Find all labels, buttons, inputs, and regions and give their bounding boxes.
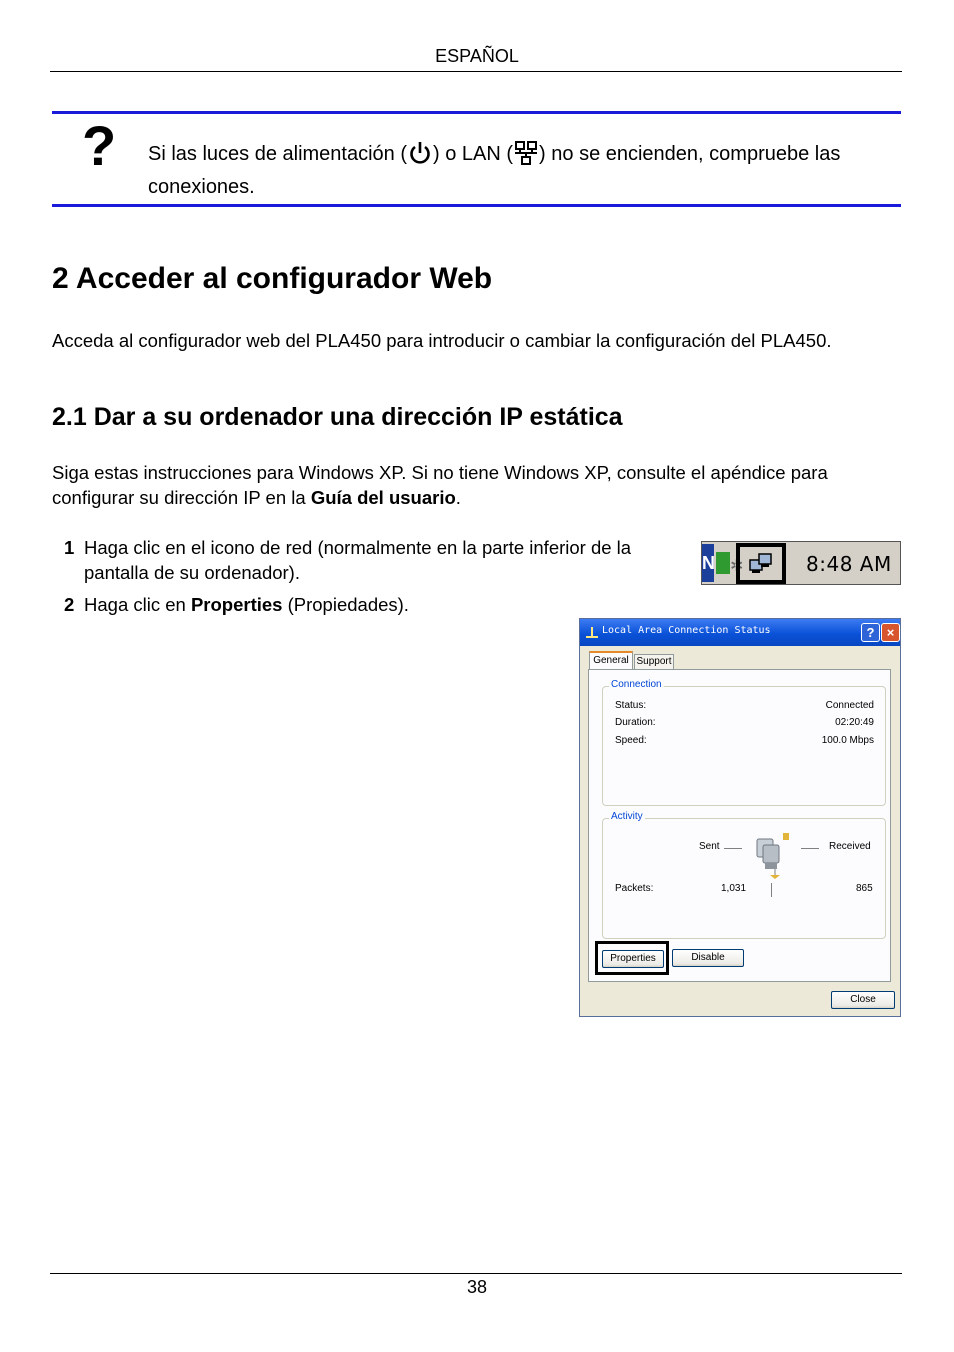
sent-dash [724, 848, 742, 849]
duration-label: Duration: [615, 717, 656, 728]
disable-button[interactable]: Disable [672, 949, 744, 967]
step-number: 1 [64, 537, 75, 558]
section-title: 2 Acceder al configurador Web [52, 262, 493, 295]
section-intro: Acceda al configurador web del PLA450 para introducir o cambiar la configuración del PLA450. [52, 330, 832, 351]
packets-sent-value: 1,031 [721, 883, 747, 894]
properties-highlight [595, 941, 669, 975]
packets-received-value: 865 [856, 883, 873, 894]
activity-legend: Activity [611, 811, 643, 822]
step-text-pre: Haga clic en [84, 594, 191, 615]
lan-icon [513, 140, 539, 174]
computers-icon [753, 833, 793, 884]
received-dash [801, 848, 819, 849]
help-button[interactable]: ? [861, 623, 880, 642]
connection-status-dialog [579, 618, 901, 1017]
tab-panel [588, 669, 891, 982]
note-text-part2: ) o LAN ( [433, 143, 514, 165]
network-icon-highlight [736, 543, 786, 584]
page-number: 38 [466, 1277, 488, 1297]
user-guide-ref: Guía del usuario [310, 487, 456, 508]
subsection-intro-text: Siga estas instrucciones para Windows XP. Si no tiene Windows XP, consulte el apéndice para configurar su dirección IP en la [52, 462, 828, 508]
packets-label: Packets: [615, 883, 654, 894]
header-rule [50, 71, 902, 72]
sent-label: Sent [699, 841, 720, 852]
activity-group [602, 811, 886, 939]
footer-rule [50, 1273, 902, 1274]
power-icon [407, 140, 433, 174]
note-text-part3: ) no se encienden, compruebe las conexiones. [148, 143, 841, 198]
note-text-part1: Si las luces de alimentación ( [148, 143, 408, 165]
dialog-title: Local Area Connection Status [602, 625, 771, 636]
step-text [84, 592, 409, 617]
header-language: ESPAÑOL [435, 46, 519, 66]
speed-label: Speed: [615, 735, 647, 746]
connection-group [602, 679, 886, 806]
tray-gear-icon: ✲ [730, 558, 744, 575]
taskbar-clock: 8:48 AM [806, 552, 892, 576]
subsection-title: 2.1 Dar a su ordenador una dirección IP estática [52, 403, 623, 431]
taskbar-screenshot [701, 541, 901, 585]
speed-value: 100.0 Mbps [821, 735, 874, 746]
close-button[interactable]: Close [831, 991, 895, 1009]
properties-button[interactable]: Properties [602, 950, 664, 968]
tab-support[interactable]: Support [634, 654, 674, 670]
status-value: Connected [825, 700, 874, 711]
status-label: Status: [615, 700, 647, 711]
subsection-intro-end: . [455, 487, 461, 508]
step-number: 2 [64, 594, 75, 615]
step-text-post: (Propiedades). [282, 594, 409, 615]
dialog-titlebar [580, 619, 900, 646]
packets-divider [771, 883, 772, 897]
note-box [52, 111, 901, 207]
network-title-icon [585, 626, 599, 644]
question-mark-icon: ? [82, 114, 117, 177]
received-label: Received [829, 841, 871, 852]
note-text [148, 140, 898, 201]
step-text: Haga clic en el icono de red (normalmente en la parte inferior de la pantalla de su ordenador). [84, 537, 632, 583]
connection-legend: Connection [611, 679, 662, 690]
close-x-button[interactable]: × [881, 623, 900, 642]
tab-general[interactable]: General [589, 651, 633, 670]
subsection-intro [52, 460, 902, 510]
shield-icon [716, 552, 730, 574]
taskbar-left-letter: N [702, 544, 714, 582]
step-text-bold: Properties [190, 594, 283, 615]
duration-value: 02:20:49 [835, 717, 874, 728]
